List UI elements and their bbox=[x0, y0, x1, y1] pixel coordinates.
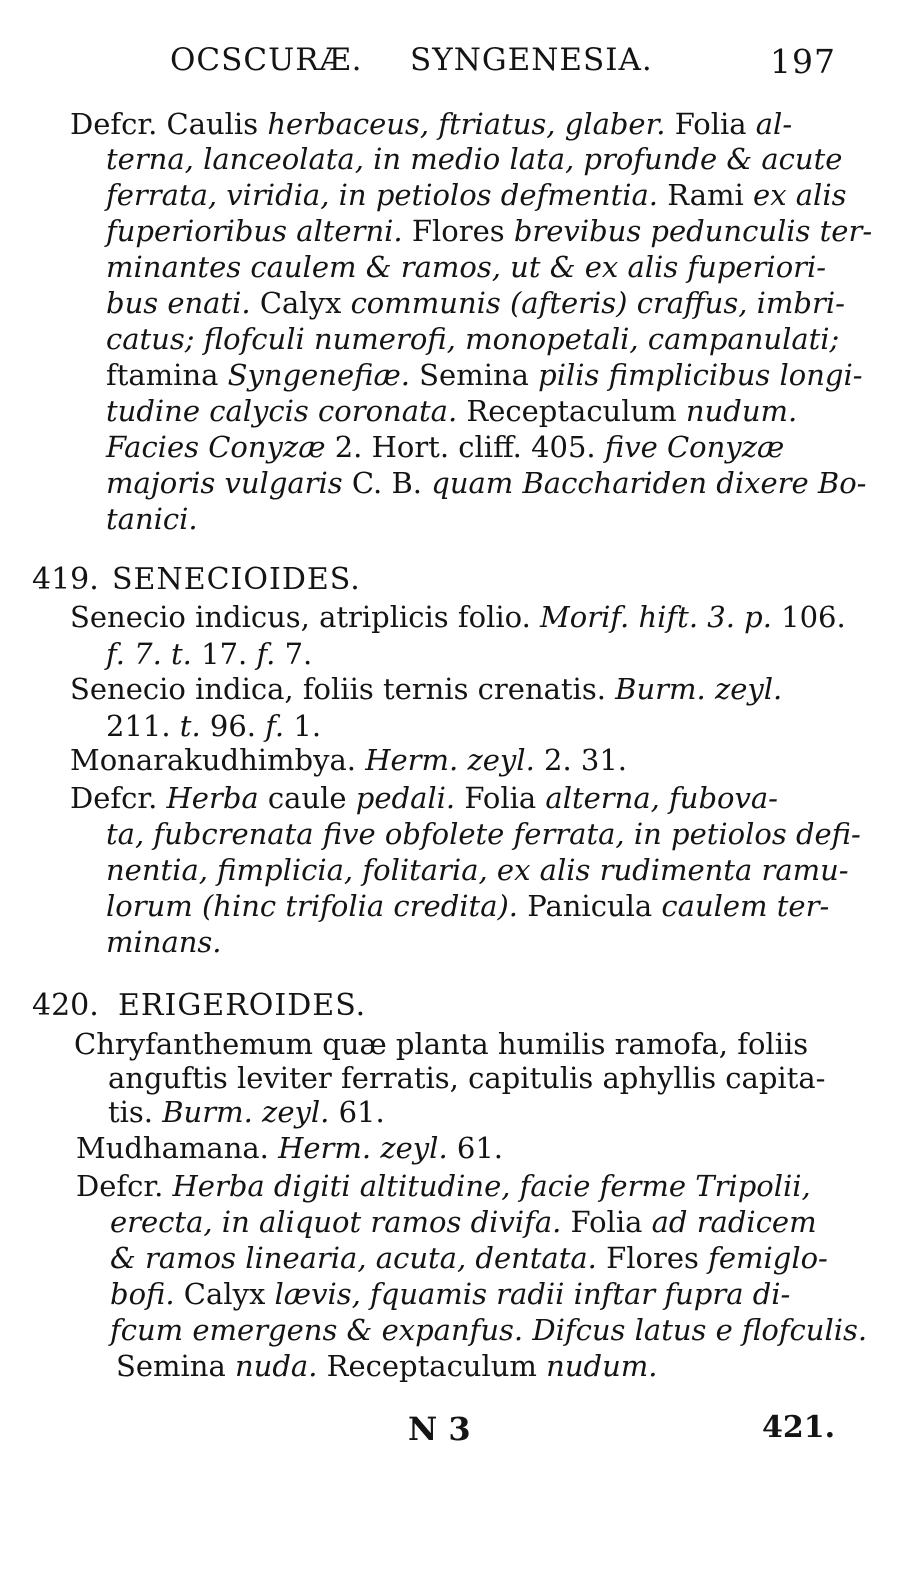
entry-420-text: Herba digiti altitudine, facie ferme Tripolii, bbox=[172, 1169, 811, 1203]
top-desc-text: pilis fimplicibus longi- bbox=[538, 358, 863, 392]
top-desc-line bbox=[106, 466, 867, 500]
entry-419-line bbox=[70, 600, 846, 634]
entry-420-text: lævis, fquamis radii inftar fupra di- bbox=[274, 1277, 791, 1311]
entry-420-line bbox=[110, 1313, 868, 1347]
top-desc-text: bus enati. bbox=[106, 286, 251, 320]
top-desc-text: communis (afteris) craffus, imbri- bbox=[350, 286, 845, 320]
top-desc-text: Syngenefiæ. bbox=[227, 358, 410, 392]
entry-419-text: f. 7. t. bbox=[106, 637, 202, 671]
top-desc-line bbox=[106, 322, 840, 356]
top-desc-text: herbaceus, ftriatus, glaber. bbox=[267, 107, 666, 141]
entry-419-text: f. bbox=[265, 709, 294, 743]
top-desc-text: quam Bacchariden dixere Bo- bbox=[431, 466, 867, 500]
entry-420-line bbox=[76, 1169, 811, 1203]
entry-420-line bbox=[110, 1277, 791, 1311]
top-desc-text: Receptaculum bbox=[457, 394, 686, 428]
entry-420-text: anguftis leviter ferratis, capitulis aphyllis capita- bbox=[108, 1061, 826, 1095]
top-desc-text: al- bbox=[755, 107, 793, 141]
entry-419-line bbox=[70, 743, 628, 777]
entry-419-line bbox=[106, 925, 222, 959]
top-desc-text: ftamina bbox=[106, 358, 228, 392]
top-desc-text: tudine calycis coronata. bbox=[106, 394, 458, 428]
entry-420-text: Herm. zeyl. bbox=[278, 1131, 457, 1165]
top-desc-text: catus; flofculi numerofi, monopetali, campanulati; bbox=[106, 322, 840, 356]
entry-419-line bbox=[106, 817, 861, 851]
entry-419-text: caule bbox=[267, 781, 356, 815]
top-desc-text: terna, lanceolata, in medio lata, profunde & acute bbox=[106, 142, 843, 176]
entry-420-text: Flores bbox=[596, 1241, 709, 1275]
entry-419-text: Herba bbox=[166, 781, 268, 815]
entry-420-line bbox=[108, 1095, 385, 1129]
top-desc-text: fuperioribus alterni. bbox=[106, 214, 403, 248]
entry-420-line bbox=[110, 1205, 817, 1239]
top-desc-text: brevibus pedunculis ter- bbox=[513, 214, 873, 248]
running-head-center: SYNGENESIA. bbox=[410, 42, 653, 78]
top-desc-text: majoris vulgaris bbox=[106, 466, 352, 500]
entry-419-text: Morif. hift. 3. p. bbox=[540, 600, 782, 634]
top-desc-text: Facies Conyzæ bbox=[106, 430, 335, 464]
entry-number-420: 420. bbox=[32, 988, 99, 1023]
entry-419-line bbox=[106, 853, 849, 887]
entry-419-text: Folia bbox=[455, 781, 546, 815]
entry-419-text: lorum (hinc trifolia credita). bbox=[106, 889, 519, 923]
entry-420-text: nuda. bbox=[235, 1349, 318, 1383]
top-desc-line bbox=[106, 430, 785, 464]
page-number: 197 bbox=[770, 42, 836, 81]
top-desc-line bbox=[106, 178, 847, 212]
catchword: 421. bbox=[762, 1410, 836, 1445]
top-desc-line bbox=[106, 502, 198, 536]
entry-419-text: 17. bbox=[201, 637, 257, 671]
entry-419-text: 2. 31. bbox=[544, 743, 628, 777]
entry-419-line bbox=[106, 709, 322, 743]
entry-419-text: pedali. bbox=[355, 781, 456, 815]
entry-title-erigeroides: ERIGEROIDES. bbox=[118, 988, 367, 1023]
running-head-left: OCSCURÆ. bbox=[170, 42, 363, 78]
top-desc-line bbox=[106, 214, 873, 248]
top-desc-text: Rami bbox=[658, 178, 754, 212]
top-desc-line bbox=[106, 286, 845, 320]
entry-419-text: Defcr. bbox=[70, 781, 167, 815]
entry-420-text: 61. bbox=[456, 1131, 504, 1165]
top-desc-line bbox=[106, 394, 798, 428]
signature-mark: N 3 bbox=[408, 1410, 471, 1448]
entry-420-line bbox=[74, 1027, 809, 1061]
top-desc-line bbox=[106, 250, 827, 284]
top-desc-text: Semina bbox=[409, 358, 539, 392]
entry-419-text: Burm. zeyl. bbox=[615, 672, 783, 706]
entry-419-text: Senecio indicus, atriplicis folio. bbox=[70, 600, 541, 634]
entry-420-line bbox=[108, 1061, 826, 1095]
entry-420-text: fcum emergens & expanfus. Difcus latus e flofculis. bbox=[110, 1313, 868, 1347]
entry-419-text: f. bbox=[256, 637, 285, 671]
entry-420-text: Burm. zeyl. bbox=[162, 1095, 339, 1129]
top-desc-text: 2. Hort. cliff. 405. bbox=[334, 430, 605, 464]
entry-number-419: 419. bbox=[32, 562, 99, 597]
top-desc-line bbox=[70, 107, 793, 141]
top-desc-text: nudum. bbox=[685, 394, 798, 428]
entry-419-line bbox=[106, 889, 830, 923]
entry-420-text: Chryfanthemum quæ planta humilis ramofa, foliis bbox=[74, 1027, 809, 1061]
entry-420-text: bofi. bbox=[110, 1277, 175, 1311]
entry-420-line bbox=[76, 1131, 504, 1165]
entry-419-line bbox=[70, 672, 783, 706]
top-desc-text: ex alis bbox=[753, 178, 847, 212]
entry-419-text: Senecio indica, foliis ternis crenatis. bbox=[70, 672, 616, 706]
entry-419-text: 96. bbox=[209, 709, 266, 743]
entry-419-text: Panicula bbox=[518, 889, 662, 923]
entry-419-text: minans. bbox=[106, 925, 222, 959]
entry-420-text: & ramos linearia, acuta, dentata. bbox=[110, 1241, 597, 1275]
top-desc-line bbox=[106, 358, 863, 392]
top-desc-text: minantes caulem & ramos, ut & ex alis fuperiori- bbox=[106, 250, 827, 284]
entry-419-line bbox=[70, 781, 778, 815]
entry-420-text: Semina bbox=[116, 1349, 235, 1383]
entry-420-text: nudum. bbox=[546, 1349, 658, 1383]
top-desc-text: tanici. bbox=[106, 502, 198, 536]
entry-419-text: nentia, fimplicia, folitaria, ex alis rudimenta ramu- bbox=[106, 853, 849, 887]
entry-419-text: 106. bbox=[781, 600, 846, 634]
top-desc-text: Folia bbox=[665, 107, 756, 141]
entry-420-text: Defcr. bbox=[76, 1169, 173, 1203]
entry-420-text: Receptaculum bbox=[317, 1349, 547, 1383]
entry-420-line bbox=[116, 1349, 658, 1383]
entry-419-text: t. bbox=[179, 709, 210, 743]
entry-419-line bbox=[106, 637, 313, 671]
entry-420-text: tis. bbox=[108, 1095, 163, 1129]
top-desc-text: C. B. bbox=[351, 466, 432, 500]
entry-419-text: 1. bbox=[293, 709, 322, 743]
entry-420-text: 61. bbox=[338, 1095, 385, 1129]
entry-420-text: ad radicem bbox=[651, 1205, 817, 1239]
entry-420-text: Folia bbox=[561, 1205, 652, 1239]
entry-419-text: 7. bbox=[284, 637, 313, 671]
top-desc-text: five Conyzæ bbox=[604, 430, 785, 464]
entry-420-text: Mudhamana. bbox=[76, 1131, 279, 1165]
entry-420-line bbox=[110, 1241, 828, 1275]
entry-420-text: Calyx bbox=[174, 1277, 275, 1311]
entry-title-senecioides: SENECIOIDES. bbox=[112, 562, 361, 597]
entry-419-text: Monarakudhimbya. bbox=[70, 743, 366, 777]
top-desc-text: Defcr. Caulis bbox=[70, 107, 268, 141]
entry-419-text: caulem ter- bbox=[661, 889, 830, 923]
entry-420-text: erecta, in aliquot ramos divifa. bbox=[110, 1205, 562, 1239]
entry-419-text: alterna, fubova- bbox=[545, 781, 778, 815]
top-desc-line bbox=[106, 142, 843, 176]
entry-419-text: Herm. zeyl. bbox=[365, 743, 545, 777]
top-desc-text: ferrata, viridia, in petiolos defmentia. bbox=[106, 178, 659, 212]
entry-420-text: femiglo- bbox=[708, 1241, 828, 1275]
entry-419-text: 211. bbox=[106, 709, 180, 743]
entry-419-text: ta, fubcrenata five obfolete ferrata, in petiolos defi- bbox=[106, 817, 861, 851]
top-desc-text: Calyx bbox=[250, 286, 351, 320]
top-desc-text: Flores bbox=[402, 214, 514, 248]
